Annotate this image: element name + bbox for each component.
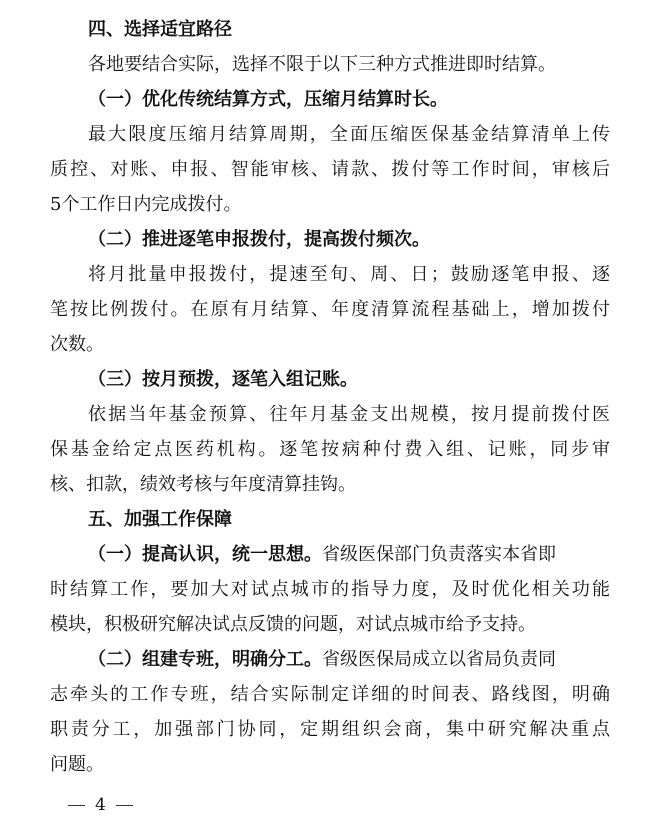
paragraph-line: 核、扣款，绩效考核与年度清算挂钩。 xyxy=(50,474,356,495)
subheading-4-1: （一）优化传统结算方式，压缩月结算时长。 xyxy=(88,89,448,110)
subheading-4-2: （二）推进逐笔申报拨付，提高拨付频次。 xyxy=(88,229,430,250)
paragraph-line: 依据当年基金预算、往年月基金支出规模，按月提前拨付医 xyxy=(88,404,610,425)
paragraph-line: 次数。 xyxy=(50,334,104,355)
page-footer xyxy=(68,793,133,817)
subheading-5-2: （二）组建专班，明确分工。 xyxy=(88,649,322,670)
page-content xyxy=(50,12,610,782)
paragraph-line: 时结算工作，要加大对试点城市的指导力度，及时优化相关功能 xyxy=(50,579,610,600)
paragraph-line: 各地要结合实际，选择不限于以下三种方式推进即时结算。 xyxy=(88,54,556,75)
footer-dash-right xyxy=(116,805,133,806)
paragraph-line: 问题。 xyxy=(50,754,104,775)
paragraph-line: 职责分工，加强部门协同，定期组织会商，集中研究解决重点 xyxy=(50,719,610,740)
paragraph-line: 志牵头的工作专班，结合实际制定详细的时间表、路线图，明确 xyxy=(50,684,610,705)
paragraph-line: 模块，积极研究解决试点反馈的问题，对试点城市给予支持。 xyxy=(50,614,536,635)
section-heading-5: 五、加强工作保障 xyxy=(88,509,232,530)
paragraph-line: 将月批量申报拨付，提速至旬、周、日；鼓励逐笔申报、逐 xyxy=(88,264,610,285)
paragraph-line-5-1 xyxy=(50,537,610,572)
footer-dash-left xyxy=(68,805,85,806)
subheading-4-3: （三）按月预拨，逐笔入组记账。 xyxy=(88,369,358,390)
section-heading-4: 四、选择适宜路径 xyxy=(88,19,232,40)
paragraph-line: 最大限度压缩月结算周期，全面压缩医保基金结算清单上传 xyxy=(88,124,610,145)
paragraph-line: 质控、对账、申报、智能审核、请款、拨付等工作时间，审核后 xyxy=(50,159,610,180)
paragraph-line-5-2 xyxy=(50,642,610,677)
paragraph-text: 省级医保局成立以省局负责同 xyxy=(322,649,556,670)
paragraph-text: 省级医保部门负责落实本省即 xyxy=(322,544,556,565)
paragraph-line: 5个工作日内完成拨付。 xyxy=(50,194,242,215)
subheading-5-1: （一）提高认识，统一思想。 xyxy=(88,544,322,565)
paragraph-line: 保基金给定点医药机构。逐笔按病种付费入组、记账，同步审 xyxy=(50,439,610,460)
paragraph-line: 笔按比例拨付。在原有月结算、年度清算流程基础上，增加拨付 xyxy=(50,299,610,320)
page-number: 4 xyxy=(95,795,106,815)
